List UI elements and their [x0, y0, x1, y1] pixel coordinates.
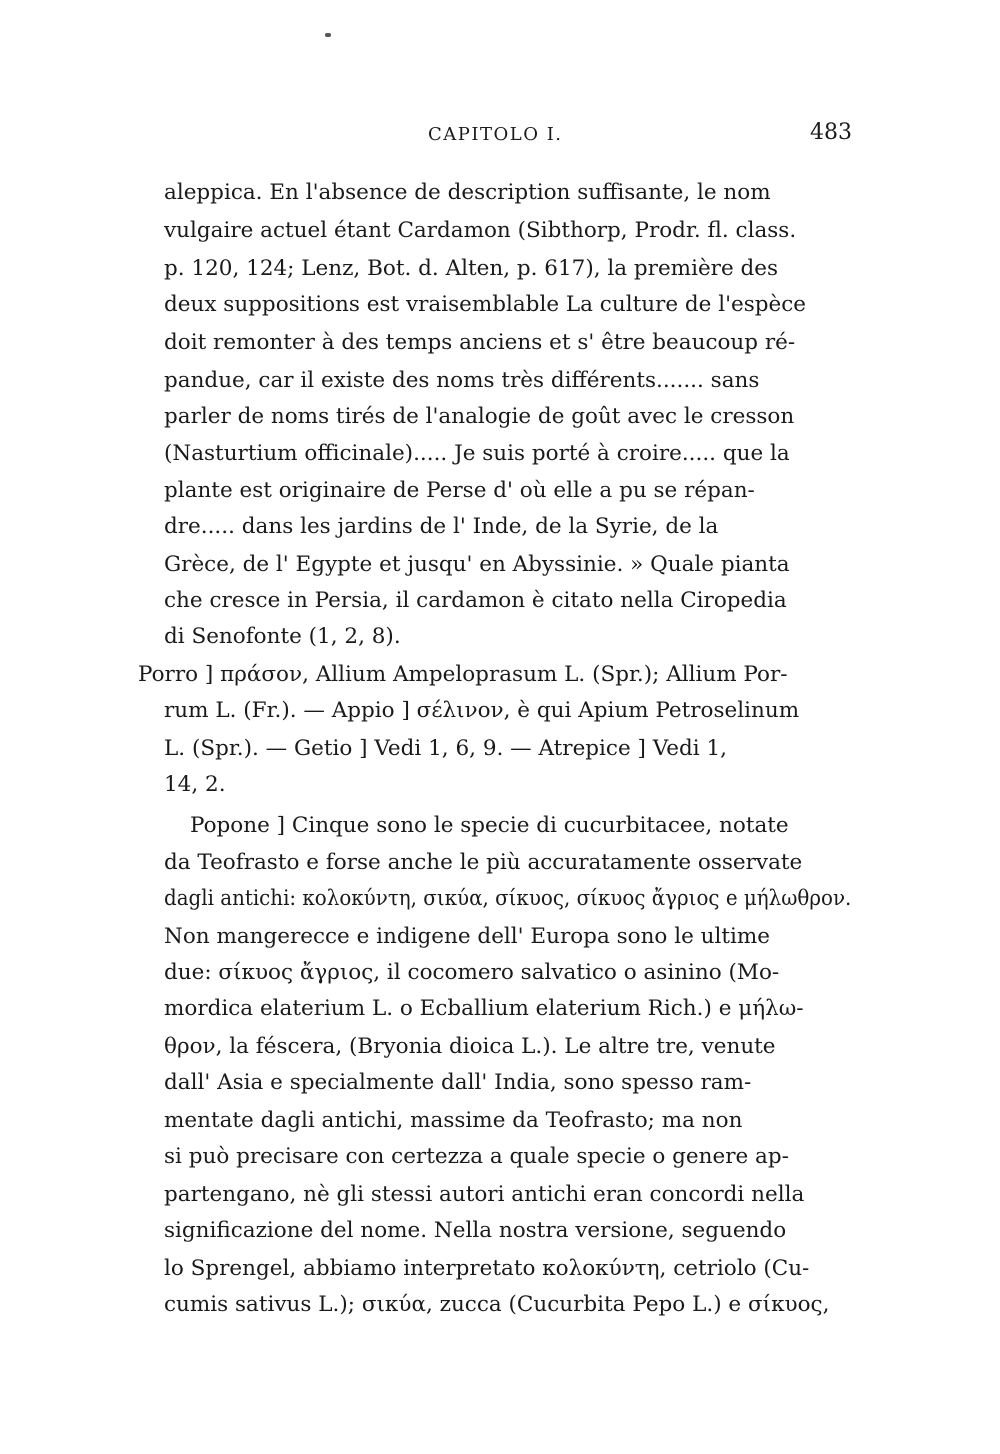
text-line: lo Sprengel, abbiamo interpretato κολοκύντη, cetriolo (Cu- — [164, 1256, 810, 1281]
text-line: 14, 2. — [164, 772, 226, 797]
entry-line-porro: Porro ] πράσον, Allium Ampeloprasum L. (Spr.); Allium Por- — [138, 662, 788, 687]
text-line: vulgaire actuel étant Cardamon (Sibthorp, Prodr. fl. class. — [164, 218, 797, 243]
text-line: plante est originaire de Perse d' où elle a pu se répan- — [164, 478, 755, 503]
text-line: partengano, nè gli stessi autori antichi eran concordi nella — [164, 1182, 805, 1207]
text-line: si può precisare con certezza a quale specie o genere ap- — [164, 1144, 789, 1169]
text-line: parler de noms tirés de l'analogie de goût avec le cresson — [164, 404, 795, 429]
page-number: 483 — [810, 120, 852, 145]
text-line: rum L. (Fr.). — Appio ] σέλινον, è qui Apium Petroselinum — [164, 698, 800, 723]
text-line: dall' Asia e specialmente dall' India, sono spesso ram- — [164, 1070, 752, 1095]
text-line: che cresce in Persia, il cardamon è citato nella Ciropedia — [164, 588, 787, 613]
text-line: aleppica. En l'absence de description suffisante, le nom — [164, 180, 771, 205]
entry-line-popone: Popone ] Cinque sono le specie di cucurbitacee, notate — [190, 813, 789, 838]
text-line: di Senofonte (1, 2, 8). — [164, 624, 401, 649]
text-line: θρον, la féscera, (Bryonia dioica L.). Le altre tre, venute — [164, 1034, 776, 1059]
text-line: p. 120, 124; Lenz, Bot. d. Alten, p. 617), la première des — [164, 256, 779, 281]
text-line: dagli antichi: κολοκύντη, σικύα, σίκυος, σίκυος ἄγριος e μήλωθρον. — [164, 886, 852, 911]
text-line: cumis sativus L.); σικύα, zucca (Cucurbita Pepo L.) e σίκυος, — [164, 1292, 830, 1317]
text-line: mordica elaterium L. o Ecballium elaterium Rich.) e μήλω- — [164, 996, 804, 1021]
text-line: (Nasturtium officinale)..... Je suis porté à croire..... que la — [164, 441, 790, 466]
text-line: due: σίκυος ἄγριος, il cocomero salvatico o asinino (Mo- — [164, 960, 780, 985]
text-line: dre..... dans les jardins de l' Inde, de la Syrie, de la — [164, 514, 719, 539]
text-line: deux suppositions est vraisemblable La culture de l'espèce — [164, 292, 807, 317]
text-line: da Teofrasto e forse anche le più accuratamente osservate — [164, 850, 803, 875]
text-line: doit remonter à des temps anciens et s' être beaucoup ré- — [164, 330, 796, 355]
running-head: CAPITOLO I. — [428, 124, 563, 145]
text-line: significazione del nome. Nella nostra versione, seguendo — [164, 1218, 787, 1243]
ink-speck — [325, 33, 331, 37]
text-line: pandue, car il existe des noms très différents....... sans — [164, 368, 760, 393]
text-line: L. (Spr.). — Getio ] Vedi 1, 6, 9. — Atrepice ] Vedi 1, — [164, 736, 728, 761]
text-line: Grèce, de l' Egypte et jusqu' en Abyssinie. » Quale pianta — [164, 552, 790, 577]
text-line: Non mangerecce e indigene dell' Europa sono le ultime — [164, 924, 770, 949]
text-line: mentate dagli antichi, massime da Teofrasto; ma non — [164, 1108, 743, 1133]
